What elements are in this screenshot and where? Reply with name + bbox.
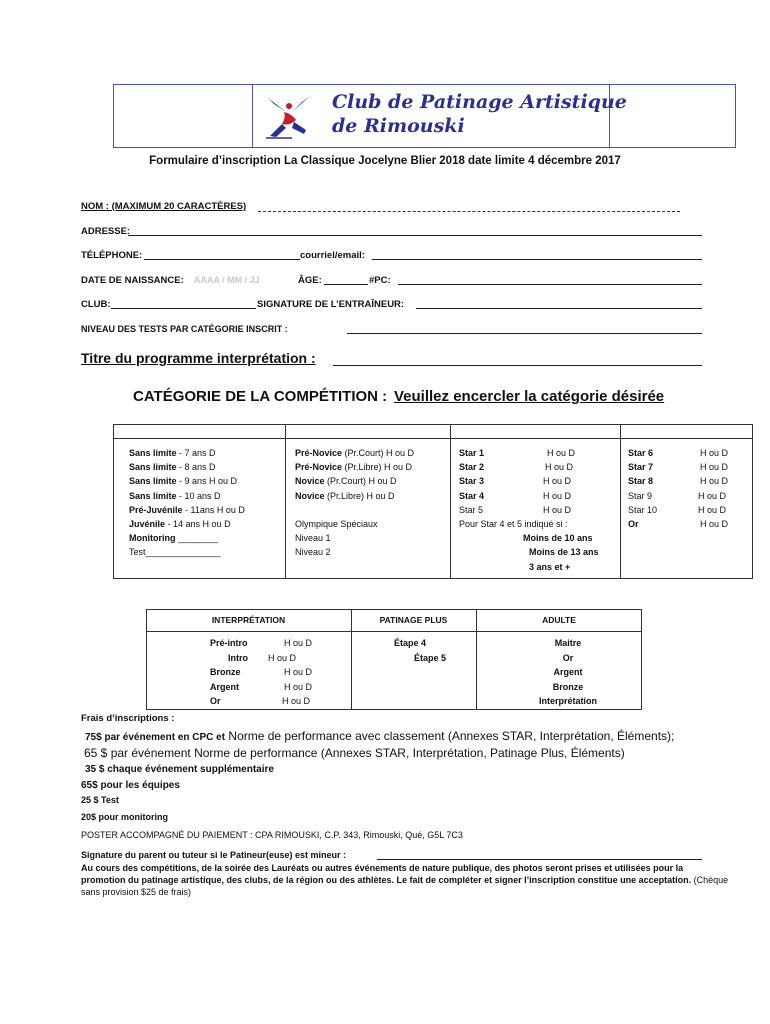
categorie-col1 <box>129 446 245 560</box>
list-item[interactable]: Or <box>562 652 574 663</box>
table-rule <box>113 438 753 439</box>
nom-label: NOM : (MAXIMUM 20 CARACTÈRES) <box>81 201 247 212</box>
disclaimer: Au cours des compétitions, de la soirée des Lauréats ou autres événements de nature publique, des photos seront prises et utilisées pour la promotion du patinage artistique, des clubs, de la région ou des athlètes. Le fait de compléter et signer l’inscription constitue une acceptation. (Chèque sans provision $25 de frais) <box>81 863 729 897</box>
poster-address: POSTER ACCOMPAGNÉ DU PAIEMENT : CPA RIMOUSKI, C.P. 343, Rimouski, Qué, G5L 7C3 <box>81 830 463 840</box>
list-item[interactable]: Star 7 H ou D <box>628 462 729 473</box>
list-item[interactable]: Pré-intro H ou D <box>210 638 313 648</box>
frais-title: Frais d’inscriptions : <box>81 713 175 724</box>
pc-input-line[interactable] <box>398 284 702 285</box>
table-rule <box>146 631 642 632</box>
header-interpretation: INTERPRÉTATION <box>211 615 286 625</box>
date-placeholder[interactable]: AAAA / MM / JJ <box>194 275 260 285</box>
courriel-label: courriel/email: <box>300 250 365 261</box>
list-item[interactable]: Star 1 H ou D <box>459 448 576 458</box>
list-item[interactable]: Interprétation <box>538 696 597 706</box>
list-item[interactable]: Monitoring ________ <box>129 533 219 544</box>
list-item[interactable]: Pré-Novice (Pr.Court) H ou D <box>295 448 415 458</box>
table-rule <box>450 424 451 579</box>
courriel-input-line[interactable] <box>372 259 702 260</box>
list-item[interactable]: Sans limite - 9 ans H ou D <box>129 476 238 487</box>
signature-entraineur-line[interactable] <box>416 308 702 309</box>
signature-parent-label: Signature du parent ou tuteur si le Patineur(euse) est mineur : <box>81 850 347 860</box>
list-item[interactable]: Pré-Novice (Pr.Libre) H ou D <box>295 462 413 473</box>
list-item[interactable]: Moins de 10 ans <box>523 533 593 544</box>
frais-line: 20$ pour monitoring <box>81 812 169 822</box>
frais-line: 25 $ Test <box>81 795 119 805</box>
list-item[interactable]: Star 3 H ou D <box>459 476 572 487</box>
frais-line: 35 $ chaque événement supplémentaire <box>85 764 274 775</box>
list-item[interactable]: Étape 4 <box>394 638 427 648</box>
niveau-tests-label: NIVEAU DES TESTS PAR CATÉGORIE INSCRIT : <box>81 324 288 334</box>
list-item[interactable]: Sans limite - 10 ans D <box>129 490 221 501</box>
telephone-label: TÉLÉPHONE: <box>81 250 143 261</box>
club-input-line[interactable] <box>111 308 256 309</box>
table-rule <box>285 424 286 579</box>
club-label: CLUB: <box>81 299 111 310</box>
patinage-plus-list <box>351 636 476 665</box>
telephone-input-line[interactable] <box>144 259 300 260</box>
categorie-col2 <box>295 446 414 560</box>
star-note: Pour Star 4 et 5 indiqué si : <box>459 518 568 529</box>
frais-line: 75$ par événement en CPC et Norme de performance avec classement (Annexes STAR, Interprétation, Éléments); <box>85 729 675 743</box>
table-rule <box>620 424 621 579</box>
header-patinage-plus: PATINAGE PLUS <box>379 615 448 625</box>
list-item[interactable]: Star 2 H ou D <box>459 462 574 473</box>
categorie-col4 <box>628 446 748 531</box>
list-item[interactable]: Bronze H ou D <box>210 667 313 677</box>
list-item[interactable]: Novice (Pr.Court) H ou D <box>295 476 397 487</box>
list-item[interactable]: Intro H ou D <box>228 652 297 663</box>
programme-title-line[interactable] <box>333 365 702 366</box>
programme-title: Titre du programme interprétation : <box>81 350 316 366</box>
frais-line: 65 $ par événement Norme de performance (Annexes STAR, Interprétation, Patinage Plus, Éléments) <box>84 746 625 760</box>
pc-label: #PC: <box>369 275 391 286</box>
list-item[interactable]: Niveau 2 <box>295 547 331 558</box>
list-item[interactable]: Sans limite - 7 ans D <box>129 448 216 458</box>
list-item[interactable]: Or H ou D <box>210 696 311 706</box>
age-input-line[interactable] <box>324 284 368 285</box>
list-item[interactable]: Star 6 H ou D <box>628 448 729 458</box>
list-item[interactable]: Juvénile - 14 ans H ou D <box>129 518 231 529</box>
list-item[interactable]: Niveau 1 <box>295 533 331 544</box>
niveau-tests-line[interactable] <box>347 333 702 334</box>
age-label: ÂGE: <box>298 275 322 286</box>
list-item[interactable]: Argent H ou D <box>210 681 313 692</box>
list-item[interactable]: Étape 5 <box>414 652 447 663</box>
club-name-line2: de Rimouski <box>332 115 465 137</box>
club-name-line1: Club de Patinage Artistique <box>332 91 627 113</box>
list-item[interactable]: Star 9 H ou D <box>628 490 727 501</box>
list-item[interactable]: Or H ou D <box>628 518 729 529</box>
club-name <box>332 90 627 138</box>
list-item[interactable]: Pré-Juvénile - 11ans H ou D <box>129 504 245 515</box>
list-item[interactable]: Maitre <box>554 638 582 648</box>
list-item[interactable]: 3 ans et + <box>529 561 571 572</box>
list-item[interactable]: Sans limite - 8 ans D <box>129 462 216 473</box>
list-item[interactable]: Moins de 13 ans <box>529 547 599 558</box>
form-title: Formulaire d’inscription La Classique Jocelyne Blier 2018 date limite 4 décembre 2017 <box>149 155 621 167</box>
list-item[interactable]: Novice (Pr.Libre) H ou D <box>295 490 395 501</box>
header-adulte: ADULTE <box>542 615 576 625</box>
adresse-label: ADRESSE: <box>81 226 131 237</box>
list-item[interactable]: Olympique Spéciaux <box>295 518 378 529</box>
nom-input-line[interactable] <box>258 211 680 212</box>
header-divider <box>252 84 253 148</box>
frais-line: 65$ pour les équipes <box>81 780 180 791</box>
signature-parent-line[interactable] <box>377 859 702 860</box>
categorie-title: CATÉGORIE DE LA COMPÉTITION : <box>133 388 388 405</box>
adulte-list <box>476 636 642 709</box>
date-naissance-label: DATE DE NAISSANCE: <box>81 275 184 286</box>
list-item[interactable]: Star 8 H ou D <box>628 476 729 487</box>
list-item[interactable]: Star 4 H ou D <box>459 490 572 501</box>
adresse-input-line[interactable] <box>128 235 702 236</box>
list-item[interactable]: Star 5 H ou D <box>459 504 572 515</box>
skater-logo-icon <box>262 90 316 144</box>
list-item[interactable]: Star 10 H ou D <box>628 504 727 515</box>
categorie-col3 <box>459 446 617 574</box>
list-item[interactable]: Argent <box>553 667 583 677</box>
list-item[interactable]: Bronze <box>552 681 584 692</box>
signature-entraineur-label: SIGNATURE DE L’ENTRAÎNEUR: <box>257 299 405 310</box>
categorie-instruction: Veuillez encercler la catégorie désirée <box>394 388 665 405</box>
interpretation-list <box>210 636 350 709</box>
list-item[interactable]: Test_______________ <box>129 547 221 558</box>
